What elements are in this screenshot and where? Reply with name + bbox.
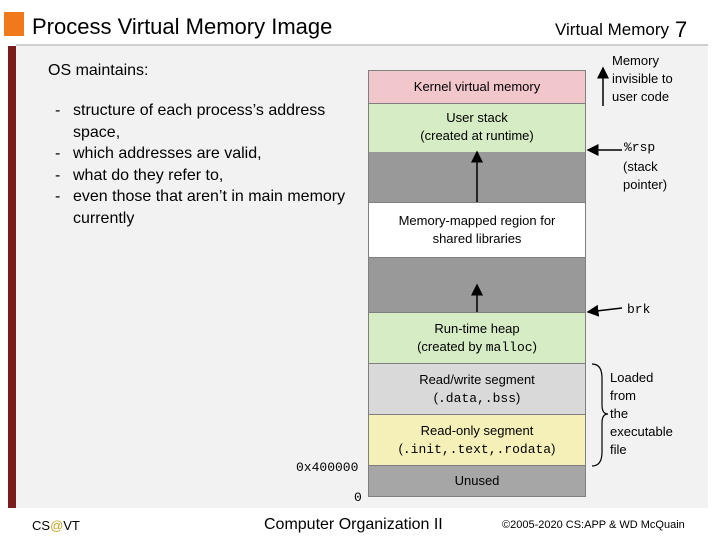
section-name: Virtual Memory xyxy=(555,20,669,39)
ro-sublabel: (.init,.text,.rodata) xyxy=(398,440,556,457)
user-stack-sublabel: (created at runtime) xyxy=(420,128,534,143)
loaded-brace xyxy=(592,364,608,466)
footer-course-tag: CS@VT xyxy=(32,518,80,533)
loaded-from-executable-note: Loaded from the executable file xyxy=(610,370,673,457)
address-0x400000: 0x400000 xyxy=(296,460,359,475)
memory-invisible-note: Memory invisible to user code xyxy=(612,53,673,104)
list-item: - which addresses are valid, xyxy=(50,143,350,165)
mmap-label: Memory-mapped region for xyxy=(398,213,556,228)
brk-pointer-arrow xyxy=(588,308,622,312)
heap-label: Run-time heap xyxy=(434,320,520,336)
os-maintains-heading: OS maintains: xyxy=(48,62,149,79)
unused-label: Unused xyxy=(454,473,500,488)
heap-sublabel: (created by malloc) xyxy=(417,338,537,355)
page-title: Process Virtual Memory Image xyxy=(32,14,333,39)
slide-number: 7 xyxy=(675,17,688,42)
rw-label: Read/write segment xyxy=(419,371,535,387)
user-stack-label: User stack xyxy=(446,110,508,125)
mmap-sublabel: shared libraries xyxy=(432,231,522,246)
ro-label: Read-only segment xyxy=(420,422,534,438)
footer-copyright: ©2005-2020 CS:APP & WD McQuain xyxy=(502,519,685,531)
kernel-label: Kernel virtual memory xyxy=(413,79,541,94)
rsp-register-label: %rsp xyxy=(624,140,656,155)
list-item: - structure of each process’s address space, xyxy=(50,100,350,143)
address-zero: 0 xyxy=(354,490,362,505)
rw-sublabel: (.data,.bss) xyxy=(433,389,521,406)
footer-course-title: Computer Organization II xyxy=(264,516,443,533)
list-item: - what do they refer to, xyxy=(50,165,350,187)
list-item: - even those that aren’t in main memory currently xyxy=(50,186,350,229)
brk-label: brk xyxy=(627,302,651,317)
stack-pointer-note: (stack pointer) xyxy=(623,159,668,192)
